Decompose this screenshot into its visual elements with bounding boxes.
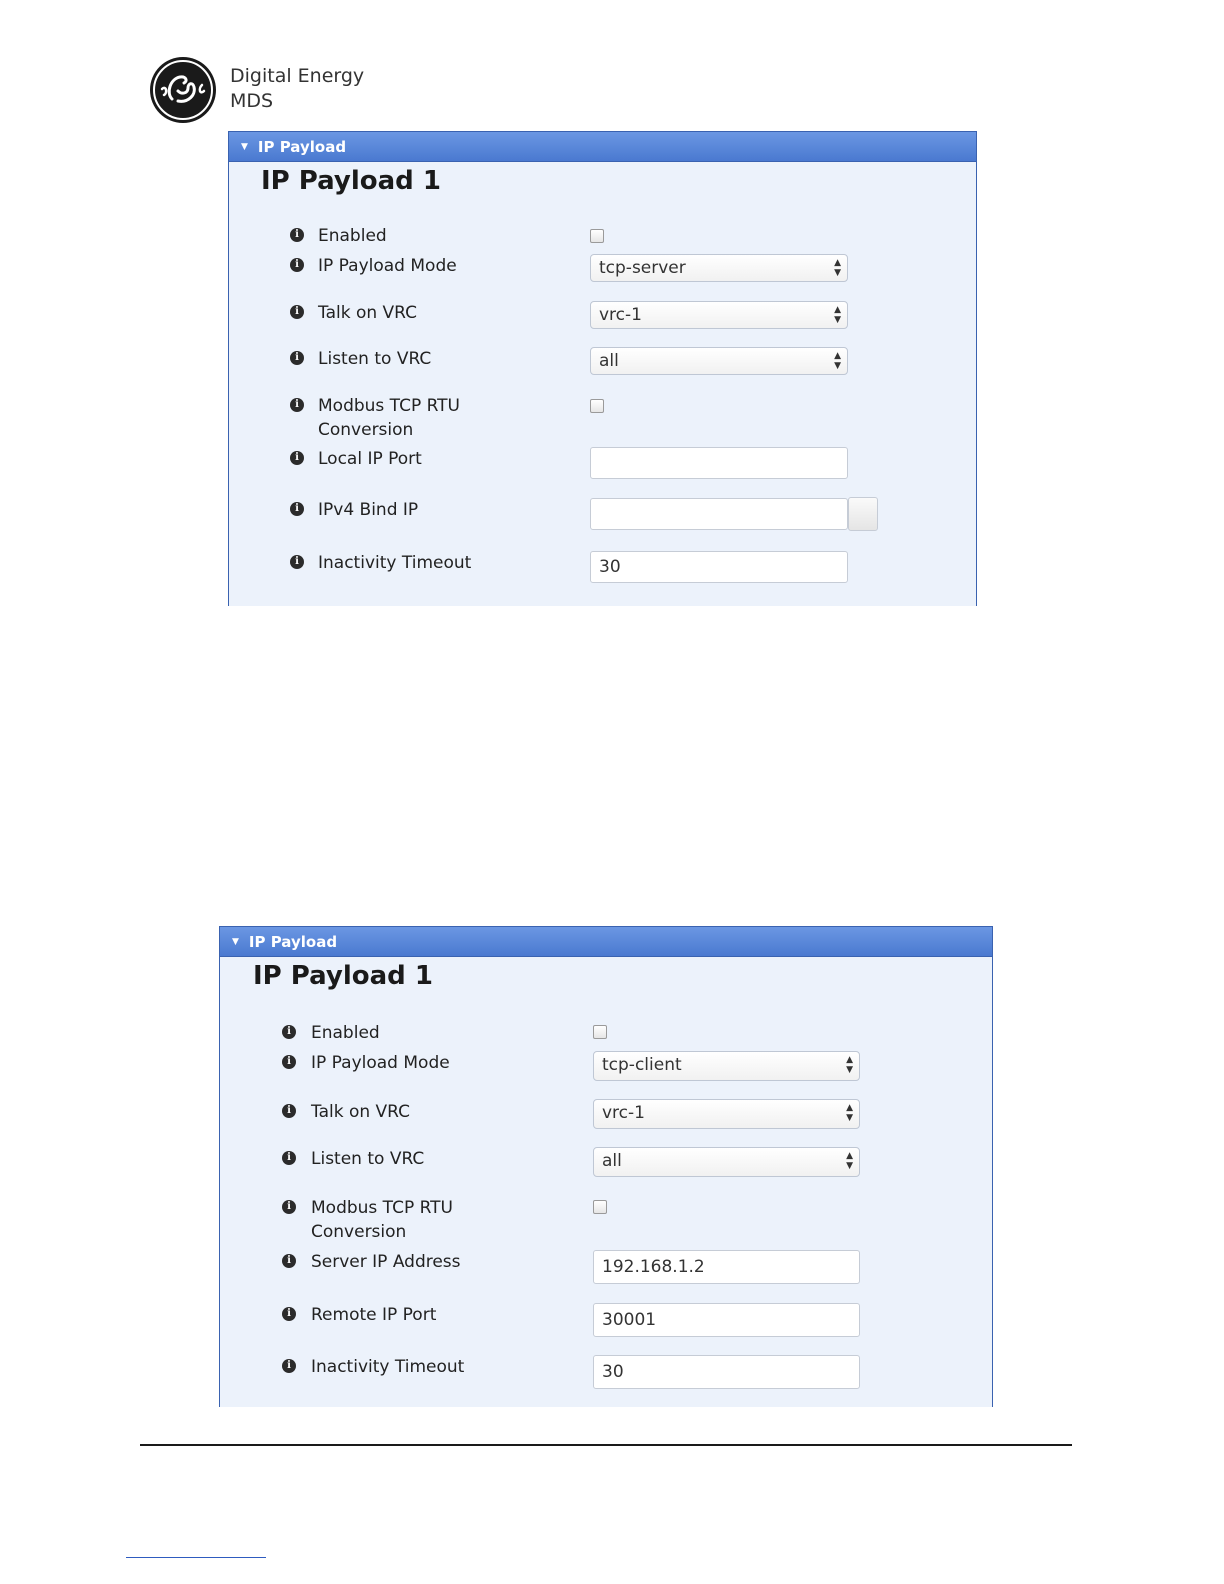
select-value: vrc-1 <box>602 1103 645 1123</box>
modbus-conversion-checkbox[interactable] <box>590 399 604 413</box>
listen-to-vrc-label: Listen to VRC <box>311 1149 425 1169</box>
modbus-label-line-2: Conversion <box>311 1222 407 1242</box>
info-icon[interactable]: i <box>290 398 304 412</box>
info-icon[interactable]: i <box>290 351 304 365</box>
enabled-label: Enabled <box>318 226 387 246</box>
select-value: tcp-server <box>599 258 686 278</box>
page-rule <box>140 1444 1072 1446</box>
remote-ip-port-input[interactable]: 30001 <box>593 1303 860 1337</box>
info-icon[interactable]: i <box>290 258 304 272</box>
talk-on-vrc-select[interactable] <box>593 1099 860 1129</box>
ip-payload-mode-select[interactable] <box>593 1051 860 1081</box>
modbus-label-line-1: Modbus TCP RTU <box>318 396 461 416</box>
info-icon[interactable]: i <box>290 228 304 242</box>
updown-arrows-icon: ▲ ▼ <box>846 1103 853 1123</box>
updown-arrows-icon: ▲ ▼ <box>834 258 841 278</box>
modbus-label-line-1: Modbus TCP RTU <box>311 1198 454 1218</box>
updown-arrows-icon: ▲ ▼ <box>834 351 841 371</box>
panel-header-label: IP Payload <box>257 137 347 156</box>
caret-down-icon[interactable]: ▼ <box>232 936 239 947</box>
ipv4-bind-ip-label: IPv4 Bind IP <box>318 500 419 520</box>
info-icon[interactable]: i <box>290 305 304 319</box>
info-icon[interactable]: i <box>290 555 304 569</box>
info-icon[interactable]: i <box>282 1055 296 1069</box>
info-icon[interactable]: i <box>282 1254 296 1268</box>
updown-arrows-icon: ▲ ▼ <box>846 1055 853 1075</box>
select-value: all <box>602 1151 622 1171</box>
inactivity-timeout-input[interactable]: 30 <box>593 1355 860 1389</box>
remote-ip-port-label: Remote IP Port <box>311 1305 437 1325</box>
talk-on-vrc-label: Talk on VRC <box>311 1102 411 1122</box>
inactivity-timeout-label: Inactivity Timeout <box>311 1357 465 1377</box>
panel-header-label: IP Payload <box>248 932 338 951</box>
inactivity-timeout-input[interactable]: 30 <box>590 551 848 583</box>
page-title: IP Payload 1 <box>261 166 441 196</box>
local-ip-port-input[interactable] <box>590 447 848 479</box>
brand-line-2: MDS <box>230 90 274 112</box>
inactivity-timeout-label: Inactivity Timeout <box>318 553 472 573</box>
modbus-conversion-label <box>311 1196 453 1244</box>
caret-down-icon[interactable]: ▼ <box>241 141 248 152</box>
talk-on-vrc-label: Talk on VRC <box>318 303 418 323</box>
page-title: IP Payload 1 <box>253 961 433 991</box>
listen-to-vrc-select[interactable] <box>593 1147 860 1177</box>
info-icon[interactable]: i <box>282 1359 296 1373</box>
select-value: all <box>599 351 619 371</box>
select-value: tcp-client <box>602 1055 682 1075</box>
panel-header[interactable] <box>220 927 992 957</box>
info-icon[interactable]: i <box>282 1104 296 1118</box>
modbus-label-line-2: Conversion <box>318 420 414 440</box>
updown-arrows-icon: ▲ ▼ <box>846 1151 853 1171</box>
brand-name <box>230 64 364 114</box>
panel-header[interactable] <box>229 132 976 162</box>
server-ip-address-label: Server IP Address <box>311 1252 461 1272</box>
info-icon[interactable]: i <box>282 1151 296 1165</box>
listen-to-vrc-select[interactable] <box>590 347 848 375</box>
ip-payload-mode-select[interactable] <box>590 254 848 282</box>
ip-payload-mode-label: IP Payload Mode <box>311 1053 450 1073</box>
footer-link-underline <box>126 1557 266 1558</box>
local-ip-port-label: Local IP Port <box>318 449 422 469</box>
ge-logo <box>148 55 218 125</box>
modbus-conversion-checkbox[interactable] <box>593 1200 607 1214</box>
ipv4-bind-ip-input[interactable] <box>590 498 848 530</box>
info-icon[interactable]: i <box>290 451 304 465</box>
listen-to-vrc-label: Listen to VRC <box>318 349 432 369</box>
ip-payload-mode-label: IP Payload Mode <box>318 256 457 276</box>
info-icon[interactable]: i <box>282 1307 296 1321</box>
info-icon[interactable]: i <box>282 1200 296 1214</box>
enabled-label: Enabled <box>311 1023 380 1043</box>
info-icon[interactable]: i <box>282 1025 296 1039</box>
server-ip-address-input[interactable]: 192.168.1.2 <box>593 1250 860 1284</box>
select-value: vrc-1 <box>599 305 642 325</box>
info-icon[interactable]: i <box>290 502 304 516</box>
brand-line-1: Digital Energy <box>230 65 365 87</box>
enabled-checkbox[interactable] <box>590 229 604 243</box>
talk-on-vrc-select[interactable] <box>590 301 848 329</box>
updown-arrows-icon: ▲ ▼ <box>834 305 841 325</box>
modbus-conversion-label <box>318 394 460 442</box>
bind-ip-dropdown-button[interactable] <box>848 497 878 531</box>
enabled-checkbox[interactable] <box>593 1025 607 1039</box>
